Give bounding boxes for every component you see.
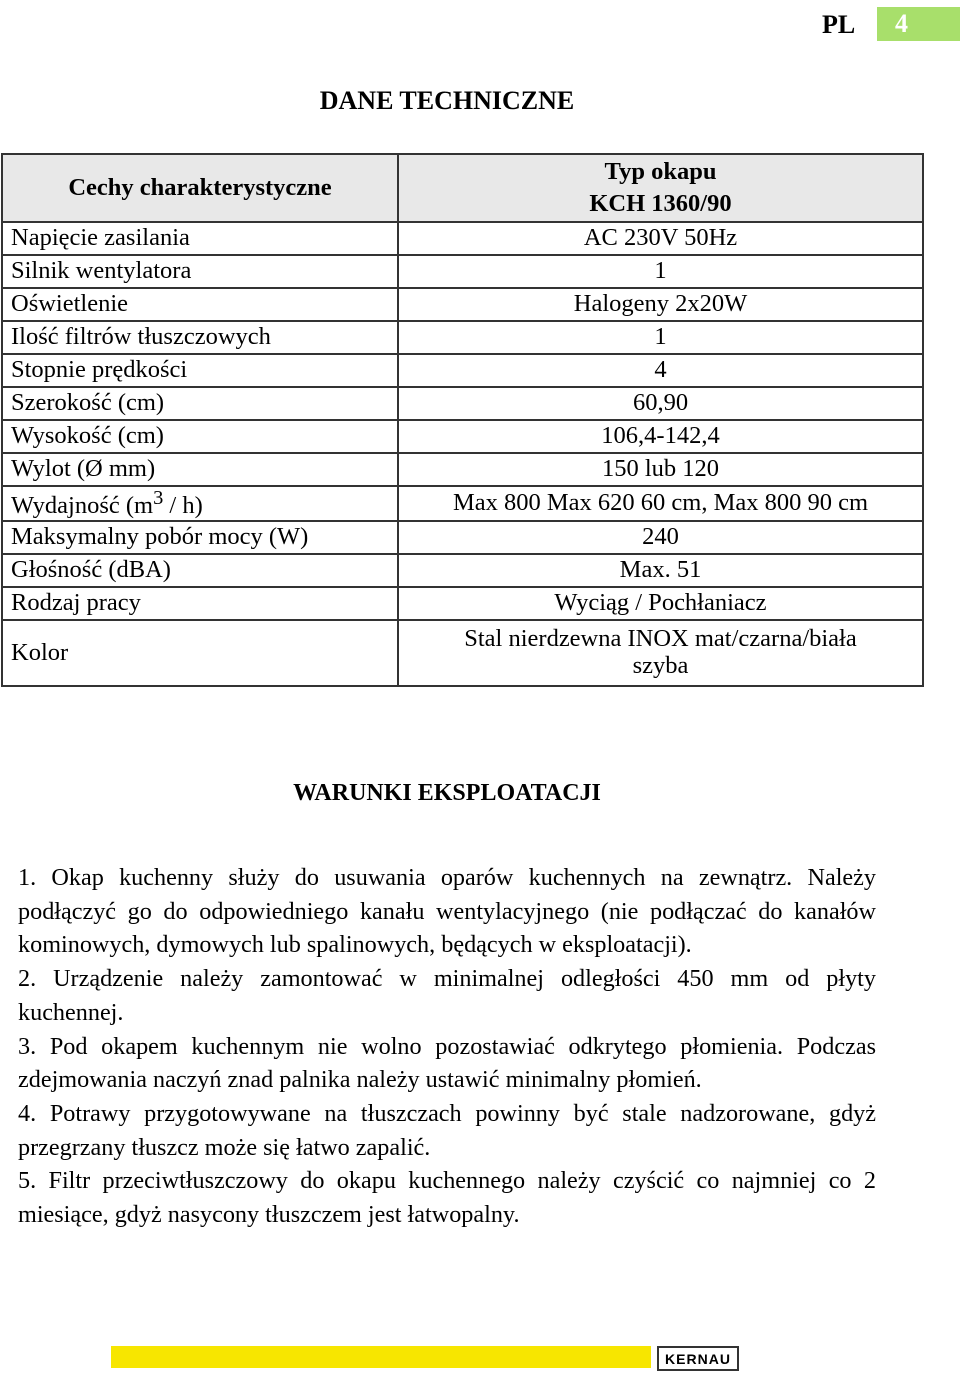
row-label: Wysokość (cm) <box>2 420 398 453</box>
table-header-model-line1: Typ okapu <box>604 157 717 185</box>
footer-accent-bar <box>111 1346 651 1368</box>
row-label: Kolor <box>2 620 398 686</box>
table-header-model <box>398 154 923 222</box>
row-value: 240 <box>398 521 923 554</box>
table-row <box>2 521 923 554</box>
row-value: AC 230V 50Hz <box>398 222 923 255</box>
paragraph: 1. Okap kuchenny służy do usuwania oparów kuchennych na zewnątrz. Należy podłączyć go do odpowiedniego kanału wentylacyjnego (nie podłączać do kanałów kominowych, dymowych lub spalinowych, będących w eksploatacji). <box>18 864 876 959</box>
paragraph: 2. Urządzenie należy zamontować w minimalnej odległości 450 mm od płyty kuchennej. <box>18 965 876 1026</box>
row-value-line2: szyba <box>632 652 689 680</box>
table-row <box>2 255 923 288</box>
table-row <box>2 554 923 587</box>
table-header-model-line2: KCH 1360/90 <box>589 190 732 217</box>
table-header-row <box>2 154 923 222</box>
language-code: PL <box>822 10 856 39</box>
paragraph: 3. Pod okapem kuchennym nie wolno pozostawiać odkrytego płomienia. Podczas zdejmowania naczyń znad palnika należy ustawić minimalny płomień. <box>18 1032 876 1094</box>
row-label-text-end: / h) <box>163 492 203 520</box>
table-row <box>2 222 923 255</box>
row-label: Wylot (Ø mm) <box>2 453 398 486</box>
row-value: Halogeny 2x20W <box>398 288 923 321</box>
brand-logo: KERNAU <box>657 1346 739 1371</box>
row-label: Szerokość (cm) <box>2 387 398 420</box>
table-row <box>2 387 923 420</box>
operating-conditions-text <box>18 861 876 1232</box>
table-row <box>2 288 923 321</box>
row-value-line1: Stal nierdzewna INOX mat/czarna/biała <box>464 625 857 653</box>
section-title-technical-data: DANE TECHNICZNE <box>319 86 575 115</box>
paragraph: 5. Filtr przeciwtłuszczowy do okapu kuchennego należy czyścić co najmniej co 2 miesiące, gdyż nasycony tłuszczem jest łatwopalny. <box>18 1167 876 1229</box>
table-row <box>2 587 923 620</box>
row-value <box>398 620 923 686</box>
page-number-badge: 4 <box>877 7 960 41</box>
table-row <box>2 420 923 453</box>
paragraph: 4. Potrawy przygotowywane na tłuszczach powinny być stale nadzorowane, gdyż przegrzany tłuszcz może się łatwo zapalić. <box>18 1099 876 1161</box>
row-value: Max 800 Max 620 60 cm, Max 800 90 cm <box>398 486 923 521</box>
row-label <box>2 486 398 521</box>
row-value: 1 <box>398 321 923 354</box>
table-row <box>2 321 923 354</box>
row-label-text: Wydajność (m <box>11 492 154 520</box>
row-label: Napięcie zasilania <box>2 222 398 255</box>
section-title-operating-conditions: WARUNKI EKSPLOATACJI <box>293 780 601 806</box>
row-value: Wyciąg / Pochłaniacz <box>398 587 923 620</box>
row-label: Ilość filtrów tłuszczowych <box>2 321 398 354</box>
row-label: Stopnie prędkości <box>2 354 398 387</box>
row-value: 150 lub 120 <box>398 453 923 486</box>
row-label: Głośność (dBA) <box>2 554 398 587</box>
row-value: 1 <box>398 255 923 288</box>
table-row <box>2 453 923 486</box>
table-header-features: Cechy charakterystyczne <box>2 154 398 222</box>
row-value: Max. 51 <box>398 554 923 587</box>
table-row <box>2 354 923 387</box>
row-value: 60,90 <box>398 387 923 420</box>
table-row <box>2 486 923 521</box>
technical-data-table <box>1 153 924 687</box>
row-value: 4 <box>398 354 923 387</box>
row-value: 106,4-142,4 <box>398 420 923 453</box>
row-label: Maksymalny pobór mocy (W) <box>2 521 398 554</box>
row-label: Oświetlenie <box>2 288 398 321</box>
table-row <box>2 620 923 686</box>
row-label: Silnik wentylatora <box>2 255 398 288</box>
row-label: Rodzaj pracy <box>2 587 398 620</box>
row-label-superscript: 3 <box>153 487 164 509</box>
